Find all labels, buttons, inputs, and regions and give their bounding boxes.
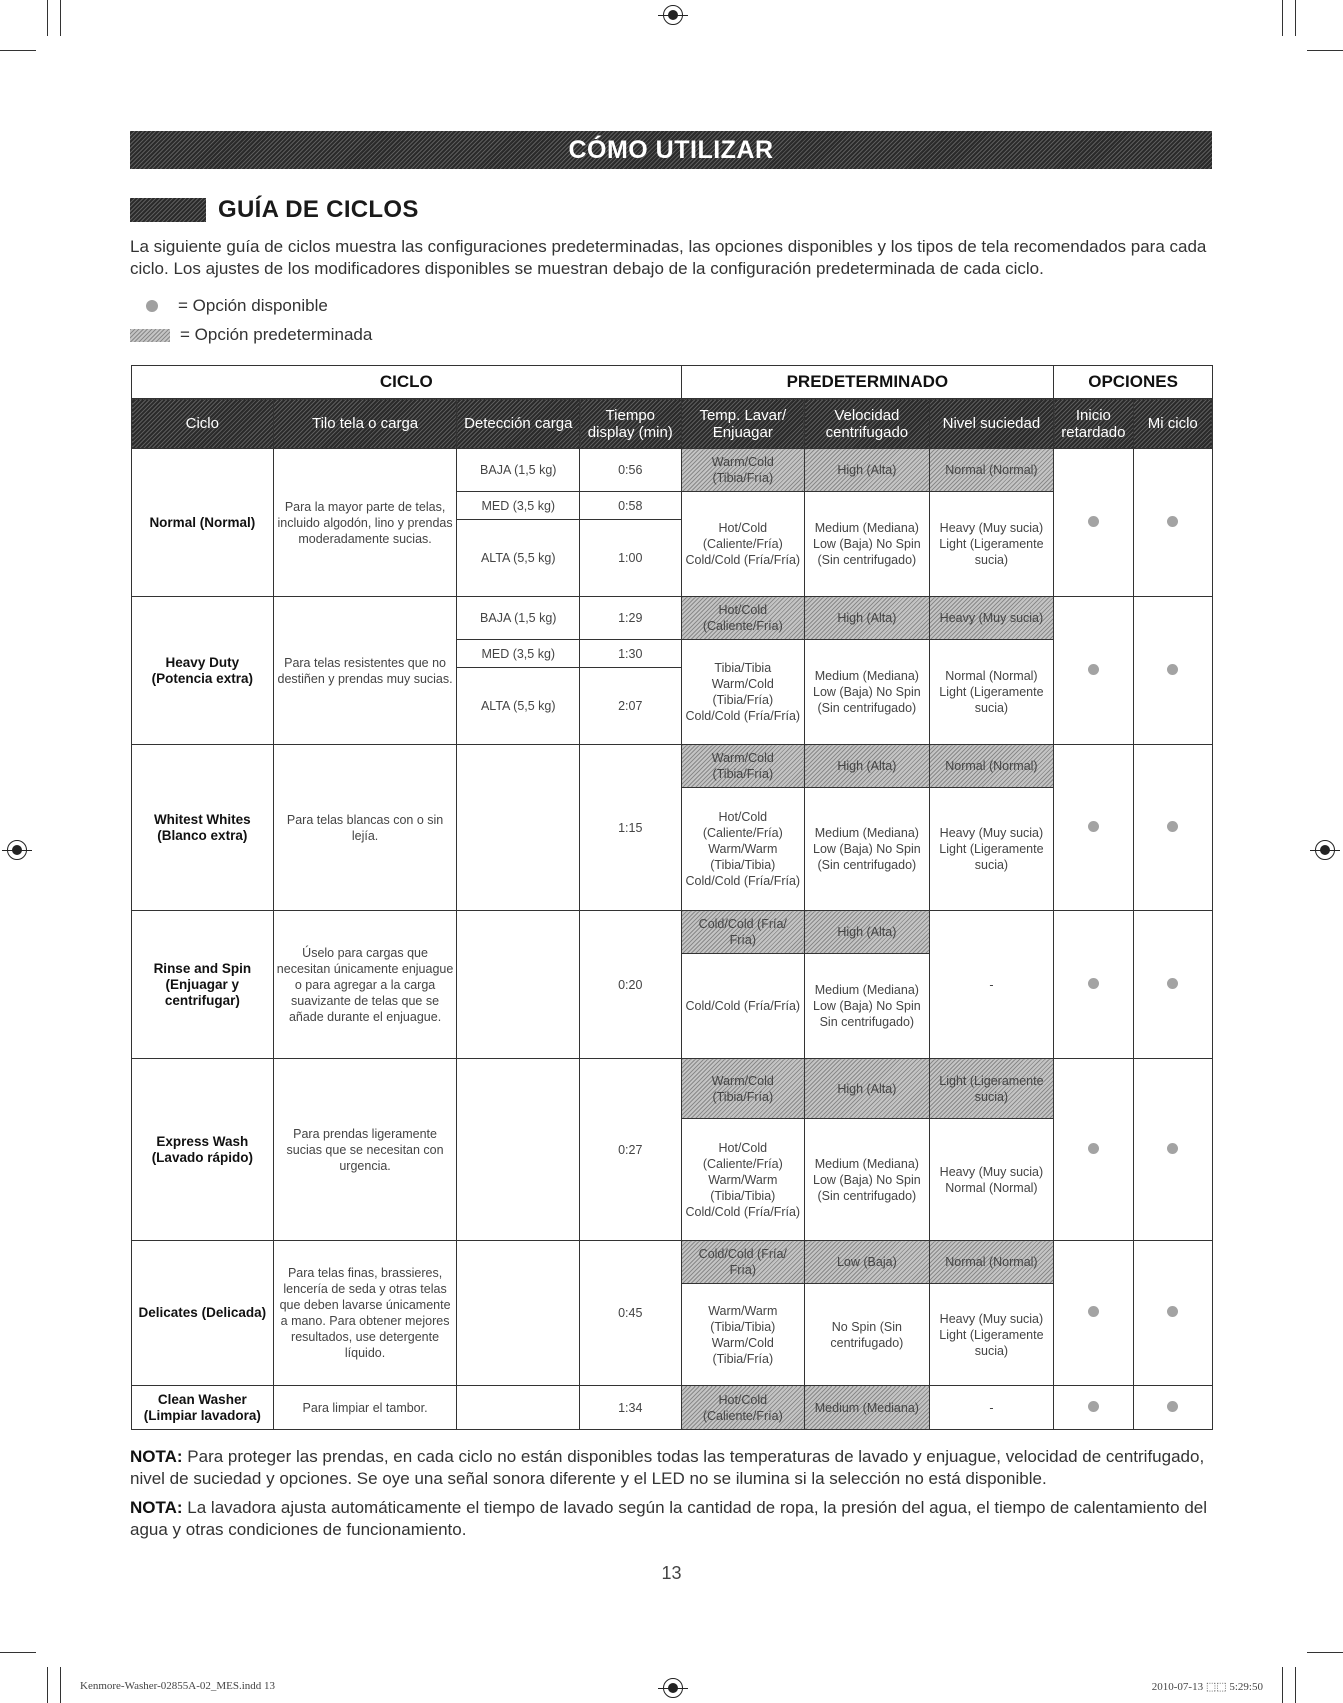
load-detection: ALTA (5,5 kg) (457, 668, 580, 745)
cycle-description: Para telas resistentes que no destiñen y prendas muy sucias. (273, 597, 457, 745)
registration-mark-icon (1315, 840, 1335, 860)
load-detection (457, 911, 580, 1059)
crop-mark (1307, 50, 1343, 51)
section-heading (130, 196, 419, 224)
note-label: NOTA: (130, 1447, 183, 1466)
heading-block (130, 198, 206, 222)
available-dot-icon (1167, 978, 1178, 989)
available-dot-icon (1088, 1401, 1099, 1412)
col-velocidad: Velocidad centrifugado (805, 399, 930, 449)
load-detection: ALTA (5,5 kg) (457, 520, 580, 597)
default-temp: Warm/Cold (Tibia/Fría) (681, 745, 805, 788)
temp-options: Warm/Warm (Tibia/Tibia) Warm/Cold (Tibia/Fría) (681, 1284, 805, 1386)
cycle-name: Clean Washer (Limpiar lavadora) (132, 1386, 274, 1430)
display-time: 1:00 (580, 520, 681, 597)
available-dot-icon (1167, 1306, 1178, 1317)
available-dot-icon (1088, 516, 1099, 527)
crop-mark (1282, 0, 1283, 36)
default-swatch-icon (130, 329, 170, 342)
table-row (132, 597, 1213, 640)
delay-start-option (1054, 449, 1133, 597)
default-temp: Hot/Cold (Caliente/Fría) (681, 597, 805, 640)
temp-options: Tibia/Tibia Warm/Cold (Tibia/Fría) Cold/Cold (Fría/Fría) (681, 640, 805, 745)
default-spin: Medium (Mediana) (805, 1386, 930, 1430)
load-detection (457, 745, 580, 911)
group-header-row (132, 366, 1213, 399)
cycle-description: Para telas finas, brassieres, lencería de seda y otras telas que deben lavarse únicamente a mano. Para obtener mejores resultados, use detergente líquido. (273, 1241, 457, 1386)
available-dot-icon (146, 300, 158, 312)
spin-options: Medium (Mediana) Low (Baja) No Spin (Sin centrifugado) (805, 492, 930, 597)
registration-mark-icon (663, 5, 683, 25)
display-time: 0:27 (580, 1059, 681, 1241)
delay-start-option (1054, 597, 1133, 745)
default-spin: High (Alta) (805, 597, 930, 640)
default-spin: High (Alta) (805, 745, 930, 788)
display-time: 1:15 (580, 745, 681, 911)
default-temp: Warm/Cold (Tibia/Fría) (681, 1059, 805, 1119)
display-time: 1:29 (580, 597, 681, 640)
col-nivel: Nivel suciedad (929, 399, 1054, 449)
table-row (132, 1386, 1213, 1430)
temp-options: Cold/Cold (Fría/Fría) (681, 954, 805, 1059)
available-dot-icon (1088, 1306, 1099, 1317)
available-dot-icon (1088, 664, 1099, 675)
cycle-name: Whitest Whites (Blanco extra) (132, 745, 274, 911)
my-cycle-option (1133, 1386, 1212, 1430)
spin-options: Medium (Mediana) Low (Baja) No Spin (Sin centrifugado) (805, 640, 930, 745)
soil-options: Heavy (Muy sucia) Normal (Normal) (929, 1119, 1054, 1241)
page-number: 13 (661, 1563, 682, 1583)
default-temp: Warm/Cold (Tibia/Fría) (681, 449, 805, 492)
spin-options: Medium (Mediana) Low (Baja) No Spin (Sin centrifugado) (805, 788, 930, 911)
spin-options: No Spin (Sin centrifugado) (805, 1284, 930, 1386)
legend-available (130, 296, 328, 316)
temp-options: Hot/Cold (Caliente/Fría) Warm/Warm (Tibia/Tibia) Cold/Cold (Fría/Fría) (681, 788, 805, 911)
cycle-name: Express Wash (Lavado rápido) (132, 1059, 274, 1241)
note-paragraph (130, 1497, 1220, 1541)
intro-paragraph: La siguiente guía de ciclos muestra las configuraciones predeterminadas, las opciones disponibles y los tipos de tela recomendados para cada ciclo. Los ajustes de los modificadores disponibles se muestran debajo de la configuración predeterminada de cada ciclo. (130, 237, 1207, 278)
table-row (132, 745, 1213, 788)
crop-mark (0, 1652, 36, 1653)
default-soil: Normal (Normal) (929, 745, 1054, 788)
load-detection: BAJA (1,5 kg) (457, 449, 580, 492)
available-dot-icon (1167, 1401, 1178, 1412)
available-dot-icon (1167, 516, 1178, 527)
delay-start-option (1054, 1241, 1133, 1386)
col-temp: Temp. Lavar/ Enjuagar (681, 399, 805, 449)
crop-mark (60, 0, 61, 36)
load-detection (457, 1386, 580, 1430)
spin-options: Medium (Mediana) Low (Baja) No Spin Sin centrifugado) (805, 954, 930, 1059)
default-spin: High (Alta) (805, 911, 930, 954)
available-dot-icon (1167, 664, 1178, 675)
delay-start-option (1054, 1059, 1133, 1241)
delay-start-option (1054, 745, 1133, 911)
my-cycle-option (1133, 745, 1212, 911)
cycle-description: Para telas blancas con o sin lejía. (273, 745, 457, 911)
load-detection (457, 1059, 580, 1241)
cycle-name: Normal (Normal) (132, 449, 274, 597)
crop-mark (1295, 1667, 1296, 1703)
default-temp: Hot/Cold (Caliente/Fría) (681, 1386, 805, 1430)
display-time: 1:34 (580, 1386, 681, 1430)
section-banner (130, 131, 1212, 169)
table-row (132, 1241, 1213, 1284)
col-tipo: Tilo tela o carga (273, 399, 457, 449)
my-cycle-option (1133, 1241, 1212, 1386)
group-opciones: OPCIONES (1054, 366, 1213, 399)
registration-mark-icon (663, 1678, 683, 1698)
crop-mark (60, 1667, 61, 1703)
cycle-name: Rinse and Spin (Enjuagar y centrifugar) (132, 911, 274, 1059)
crop-mark (47, 0, 48, 36)
default-temp: Cold/Cold (Fría/ Fría) (681, 911, 805, 954)
table-row (132, 449, 1213, 492)
temp-options: Hot/Cold (Caliente/Fría) Cold/Cold (Fría/Fría) (681, 492, 805, 597)
soil-options: Heavy (Muy sucia) Light (Ligeramente sucia) (929, 492, 1054, 597)
available-dot-icon (1088, 821, 1099, 832)
col-tiempo: Tiempo display (min) (580, 399, 681, 449)
delay-start-option (1054, 1386, 1133, 1430)
temp-options: Hot/Cold (Caliente/Fría) Warm/Warm (Tibia/Tibia) Cold/Cold (Fría/Fría) (681, 1119, 805, 1241)
available-dot-icon (1167, 1143, 1178, 1154)
default-spin: High (Alta) (805, 1059, 930, 1119)
table-row (132, 1059, 1213, 1119)
cycle-name: Delicates (Delicada) (132, 1241, 274, 1386)
note-text: La lavadora ajusta automáticamente el tiempo de lavado según la cantidad de ropa, la presión del agua, el tiempo de calentamiento del agua y otras condiciones de funcionamiento. (130, 1498, 1208, 1539)
cycle-description: Para la mayor parte de telas, incluido algodón, lino y prendas moderadamente sucias. (273, 449, 457, 597)
display-time: 1:30 (580, 640, 681, 668)
page-title: GUÍA DE CICLOS (218, 196, 419, 223)
legend-default (130, 325, 372, 345)
crop-mark (1295, 0, 1296, 36)
load-detection: BAJA (1,5 kg) (457, 597, 580, 640)
available-dot-icon (1088, 978, 1099, 989)
crop-mark (47, 1667, 48, 1703)
note-text: Para proteger las prendas, en cada ciclo no están disponibles todas las temperaturas de lavado y enjuague, velocidad de centrifugado, nivel de suciedad y opciones. Se oye una señal sonora diferente y el LED no se ilumina si la selección no está disponible. (130, 1447, 1205, 1488)
display-time: 0:58 (580, 492, 681, 520)
available-dot-icon (1088, 1143, 1099, 1154)
display-time: 0:56 (580, 449, 681, 492)
default-temp: Cold/Cold (Fría/ Fría) (681, 1241, 805, 1284)
registration-mark-icon (7, 840, 27, 860)
cycle-description: Úselo para cargas que necesitan únicamente enjuague o para agregar a la carga suavizante de telas que se añade durante el enjuague. (273, 911, 457, 1059)
default-spin: High (Alta) (805, 449, 930, 492)
display-time: 0:45 (580, 1241, 681, 1386)
default-soil: Normal (Normal) (929, 1241, 1054, 1284)
crop-mark (1307, 1652, 1343, 1653)
my-cycle-option (1133, 1059, 1212, 1241)
cycle-description: Para limpiar el tambor. (273, 1386, 457, 1430)
table-row (132, 911, 1213, 954)
note-label: NOTA: (130, 1498, 183, 1517)
available-dot-icon (1167, 821, 1178, 832)
soil-options: Heavy (Muy sucia) Light (Ligeramente sucia) (929, 788, 1054, 911)
load-detection: MED (3,5 kg) (457, 492, 580, 520)
col-mi-ciclo: Mi ciclo (1133, 399, 1212, 449)
soil-options: - (929, 911, 1054, 1059)
crop-mark (0, 50, 36, 51)
legend-available-text: = Opción disponible (178, 296, 328, 315)
my-cycle-option (1133, 597, 1212, 745)
legend-default-text: = Opción predeterminada (180, 325, 373, 344)
group-ciclo: CICLO (132, 366, 682, 399)
col-ciclo: Ciclo (132, 399, 274, 449)
default-soil: Heavy (Muy sucia) (929, 597, 1054, 640)
display-time: 2:07 (580, 668, 681, 745)
col-inicio: Inicio retardado (1054, 399, 1133, 449)
default-spin: Low (Baja) (805, 1241, 930, 1284)
group-predeterminado: PREDETERMINADO (681, 366, 1054, 399)
col-deteccion: Detección carga (457, 399, 580, 449)
soil-options: - (929, 1386, 1054, 1430)
load-detection (457, 1241, 580, 1386)
banner-title: CÓMO UTILIZAR (568, 135, 774, 164)
cycle-description: Para prendas ligeramente sucias que se necesitan con urgencia. (273, 1059, 457, 1241)
display-time: 0:20 (580, 911, 681, 1059)
column-header-row (132, 399, 1213, 449)
soil-options: Normal (Normal) Light (Ligeramente sucia) (929, 640, 1054, 745)
footer-file-label: Kenmore-Washer-02855A-02_MES.indd 13 (80, 1680, 276, 1692)
spin-options: Medium (Mediana) Low (Baja) No Spin (Sin centrifugado) (805, 1119, 930, 1241)
my-cycle-option (1133, 911, 1212, 1059)
crop-mark (1282, 1667, 1283, 1703)
note-paragraph (130, 1446, 1220, 1490)
cycle-name: Heavy Duty (Potencia extra) (132, 597, 274, 745)
my-cycle-option (1133, 449, 1212, 597)
footer-timestamp: 2010-07-13 ⬚⬚ 5:29:50 (1151, 1681, 1263, 1693)
soil-options: Heavy (Muy sucia) Light (Ligeramente sucia) (929, 1284, 1054, 1386)
default-soil: Light (Ligeramente sucia) (929, 1059, 1054, 1119)
cycle-guide-table (131, 365, 1213, 1430)
default-soil: Normal (Normal) (929, 449, 1054, 492)
delay-start-option (1054, 911, 1133, 1059)
load-detection: MED (3,5 kg) (457, 640, 580, 668)
